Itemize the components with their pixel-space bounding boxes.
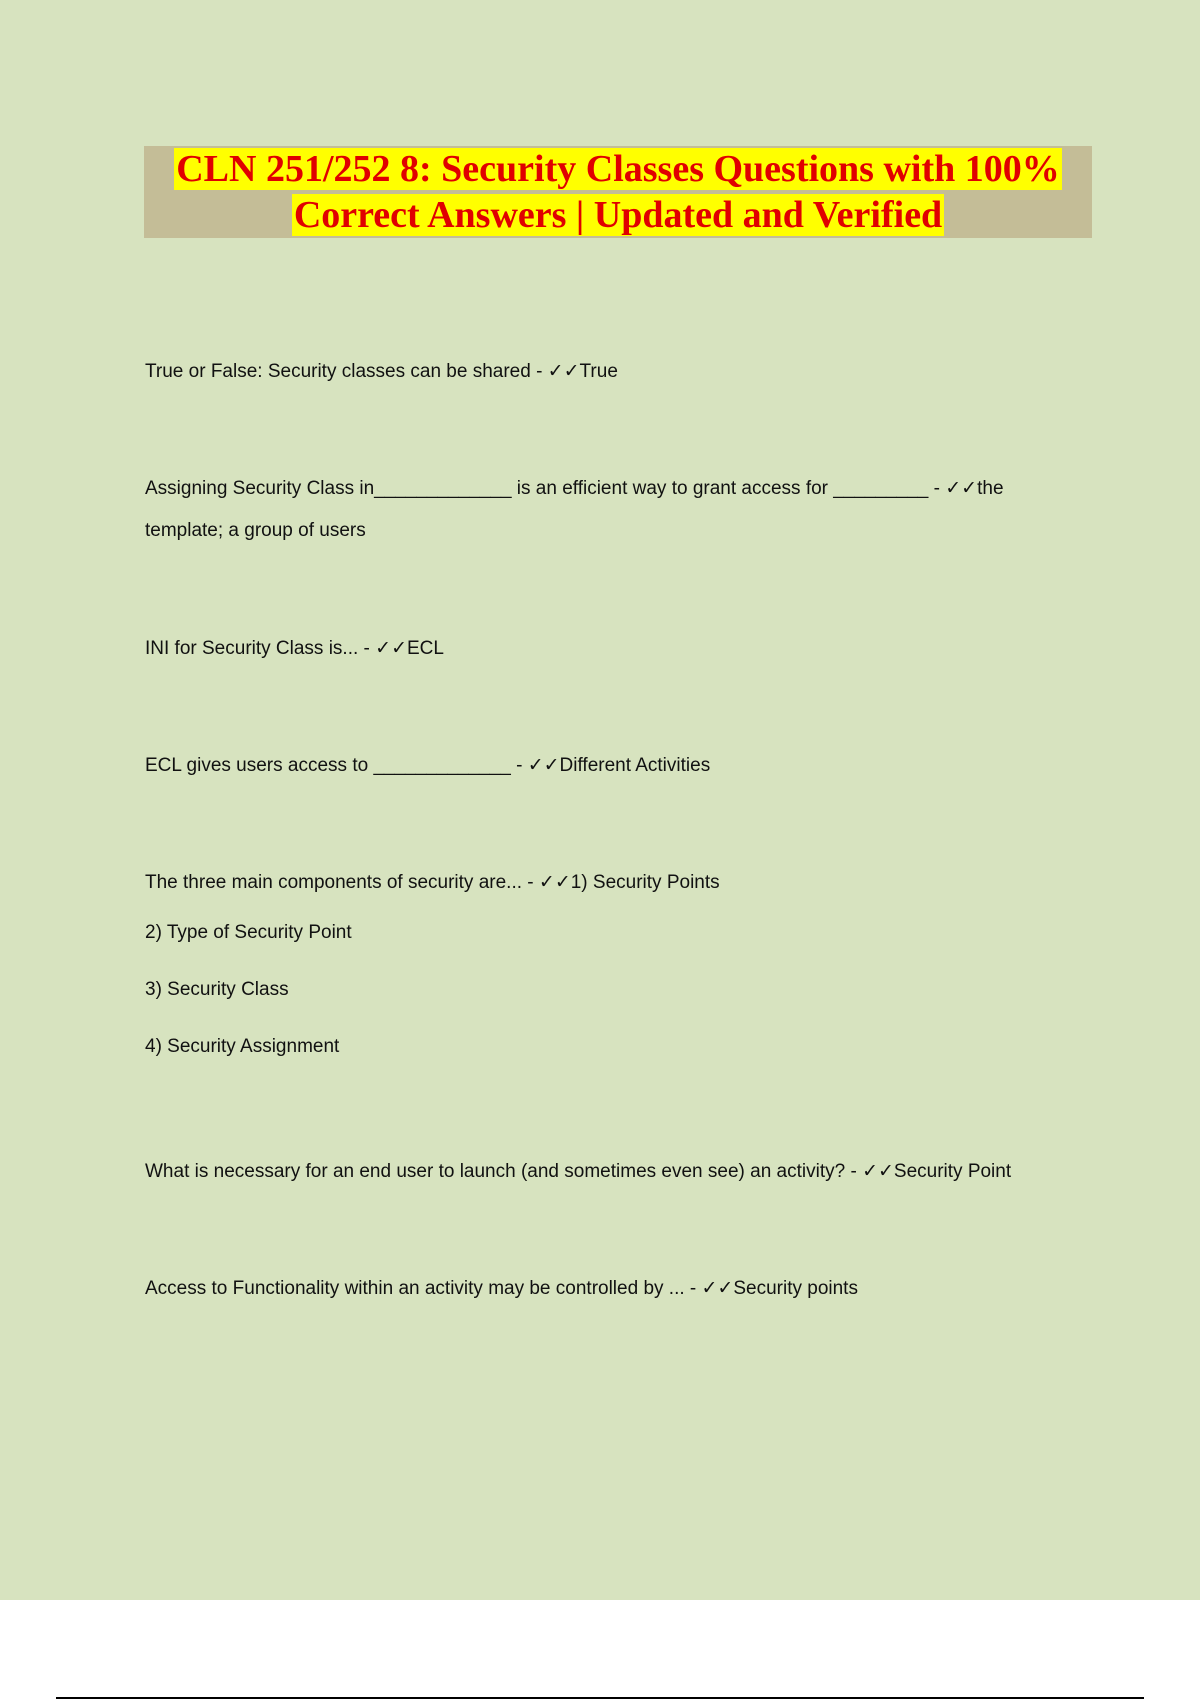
qa-item-2: [145, 468, 1085, 552]
title-line-2: Correct Answers | Updated and Verified: [293, 194, 943, 236]
footer-rule: [56, 1697, 1144, 1699]
qa-text: The three main components of security are... - ✓✓1) Security Points: [145, 872, 720, 893]
qa-item-1: [145, 351, 1085, 393]
qa-item-4: [145, 745, 1085, 787]
qa-text-continued: template; a group of users: [145, 520, 366, 541]
qa-text: What is necessary for an end user to launch (and sometimes even see) an activity? - ✓✓Security Point: [145, 1161, 1012, 1182]
qa-item-5: [145, 862, 1085, 1075]
list-item: 2) Type of Security Point: [145, 922, 352, 943]
document-title: [144, 146, 1092, 238]
qa-text: Access to Functionality within an activity may be controlled by ... - ✓✓Security points: [145, 1278, 858, 1299]
list-item: 3) Security Class: [145, 979, 289, 1000]
qa-text: True or False: Security classes can be shared - ✓✓True: [145, 361, 618, 382]
title-line-1: CLN 251/252 8: Security Classes Questions with 100%: [176, 148, 1060, 190]
qa-item-3: [145, 628, 1085, 670]
qa-item-7: [145, 1268, 1085, 1310]
list-item: 4) Security Assignment: [145, 1036, 340, 1057]
qa-item-6: [145, 1151, 1085, 1193]
qa-text: Assigning Security Class in_____________ is an efficient way to grant access for _________ - ✓✓the: [145, 478, 1004, 499]
qa-text: ECL gives users access to _____________ - ✓✓Different Activities: [145, 755, 711, 776]
qa-text: INI for Security Class is... - ✓✓ECL: [145, 638, 444, 659]
